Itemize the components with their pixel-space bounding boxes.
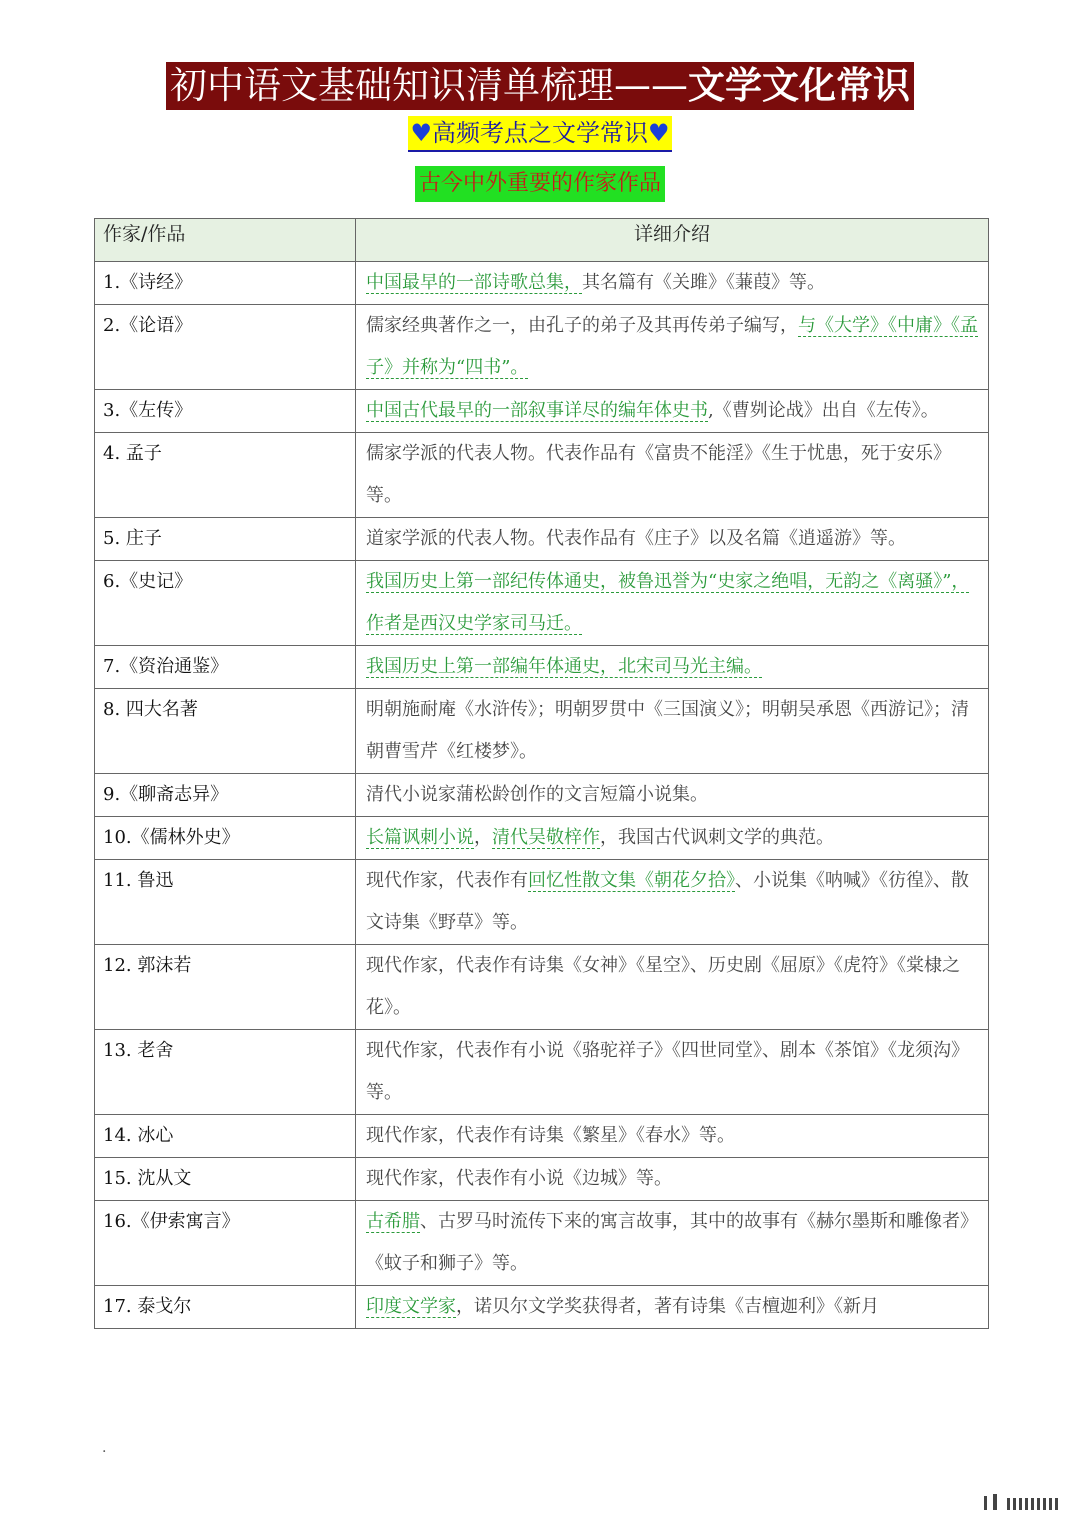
heart-icon: ♥ — [648, 119, 670, 147]
details-cell — [356, 689, 989, 774]
author-work-cell: 14. 冰心 — [95, 1115, 356, 1158]
details-cell — [356, 1201, 989, 1286]
author-work-cell: 11. 鲁迅 — [95, 860, 356, 945]
subtitle — [408, 116, 671, 152]
details-cell — [356, 305, 989, 390]
highlighted-text: 古希腊 — [366, 1211, 420, 1232]
author-work-cell: 6.《史记》 — [95, 561, 356, 646]
page-title — [166, 62, 914, 110]
author-work-cell: 12. 郭沫若 — [95, 945, 356, 1030]
subtitle-text: 高频考点之文学常识 — [432, 119, 648, 147]
detail-text: ，诺贝尔文学奖获得者，著有诗集《吉檀迦利》《新月 — [456, 1296, 879, 1317]
details-cell — [356, 433, 989, 518]
table-row — [95, 1201, 989, 1286]
title-wrap — [0, 62, 1080, 110]
details-cell — [356, 945, 989, 1030]
details-cell — [356, 262, 989, 305]
table-row — [95, 774, 989, 817]
works-table — [94, 218, 989, 1329]
highlighted-text: 中国古代最早的一部叙事详尽的编年体史书 — [366, 400, 708, 421]
heart-icon: ♥ — [410, 119, 432, 147]
highlighted-text: 我国历史上第一部纪传体通史，被鲁迅誉为“史家之绝唱，无韵之《离骚》”，作者是西汉史学家司马迁。 — [366, 571, 970, 634]
detail-text: 明朝施耐庵《水浒传》；明朝罗贯中《三国演义》；明朝吴承恩《西游记》；清朝曹雪芹《红楼梦》。 — [366, 699, 969, 762]
details-cell — [356, 1286, 989, 1329]
author-work-cell: 5. 庄子 — [95, 518, 356, 561]
highlighted-text: 长篇讽刺小说 — [366, 827, 474, 848]
author-work-cell: 15. 沈从文 — [95, 1158, 356, 1201]
detail-text: ，我国古代讽刺文学的典范。 — [600, 827, 834, 848]
table-row — [95, 945, 989, 1030]
detail-text: 现代作家，代表作有 — [366, 870, 528, 891]
author-work-cell: 3.《左传》 — [95, 390, 356, 433]
watermark-bars-icon — [984, 1491, 1058, 1510]
highlighted-text: 清代吴敬梓作 — [492, 827, 600, 848]
table-row — [95, 689, 989, 774]
table-row — [95, 1158, 989, 1201]
author-work-cell: 16.《伊索寓言》 — [95, 1201, 356, 1286]
author-work-cell: 2.《论语》 — [95, 305, 356, 390]
details-cell — [356, 561, 989, 646]
highlighted-text: 我国历史上第一部编年体通史，北宋司马光主编。 — [366, 656, 762, 677]
detail-text: 儒家经典著作之一，由孔子的弟子及其再传弟子编写， — [366, 315, 798, 336]
detail-text: 、古罗马时流传下来的寓言故事，其中的故事有《赫尔墨斯和雕像者》《蚊子和狮子》等。 — [366, 1211, 978, 1274]
highlighted-text: 印度文学家 — [366, 1296, 456, 1317]
detail-text: ， — [474, 827, 492, 848]
details-cell — [356, 390, 989, 433]
author-work-cell: 4. 孟子 — [95, 433, 356, 518]
author-work-cell: 1.《诗经》 — [95, 262, 356, 305]
detail-text: 道家学派的代表人物。代表作品有《庄子》以及名篇《逍遥游》等。 — [366, 528, 906, 549]
highlighted-text: 与《大学》《中庸》《孟子》并称为“四书”。 — [366, 315, 978, 378]
table-row — [95, 1115, 989, 1158]
title-part2: 文学文化常识 — [688, 64, 910, 107]
table-row — [95, 390, 989, 433]
details-cell — [356, 646, 989, 689]
subtitle-wrap — [0, 116, 1080, 152]
header-details: 详细介绍 — [356, 219, 989, 262]
detail-text: 现代作家，代表作有小说《骆驼祥子》《四世同堂》、剧本《茶馆》《龙须沟》等。 — [366, 1040, 969, 1103]
header-author-work: 作家/作品 — [95, 219, 356, 262]
detail-text: 、小说集《呐喊》《彷徨》、散文诗集《野草》等。 — [366, 870, 969, 933]
details-cell — [356, 1030, 989, 1115]
table-row — [95, 433, 989, 518]
highlighted-text: 回忆性散文集《朝花夕拾》 — [528, 870, 735, 891]
detail-text: 清代小说家蒲松龄创作的文言短篇小说集。 — [366, 784, 708, 805]
detail-text: ,《曹刿论战》出自《左传》。 — [708, 400, 939, 421]
details-cell — [356, 817, 989, 860]
author-work-cell: 10.《儒林外史》 — [95, 817, 356, 860]
footer-dot: . — [102, 1440, 107, 1456]
table-header-row — [95, 219, 989, 262]
table-row — [95, 860, 989, 945]
table-row — [95, 305, 989, 390]
author-work-cell: 13. 老舍 — [95, 1030, 356, 1115]
author-work-cell: 17. 泰戈尔 — [95, 1286, 356, 1329]
detail-text: 现代作家，代表作有诗集《繁星》《春水》等。 — [366, 1125, 735, 1146]
details-cell — [356, 774, 989, 817]
author-work-cell: 8. 四大名著 — [95, 689, 356, 774]
detail-text: 现代作家，代表作有诗集《女神》《星空》、历史剧《屈原》《虎符》《棠棣之花》。 — [366, 955, 960, 1018]
table-row — [95, 561, 989, 646]
details-cell — [356, 1115, 989, 1158]
highlighted-text: 中国最早的一部诗歌总集， — [366, 272, 582, 293]
details-cell — [356, 1158, 989, 1201]
table-row — [95, 1286, 989, 1329]
section-wrap — [0, 166, 1080, 202]
table-row — [95, 1030, 989, 1115]
table-body — [95, 262, 989, 1329]
table-row — [95, 262, 989, 305]
table-row — [95, 646, 989, 689]
section-heading: 古今中外重要的作家作品 — [415, 166, 665, 202]
table-row — [95, 817, 989, 860]
author-work-cell: 9.《聊斋志异》 — [95, 774, 356, 817]
detail-text: 其名篇有《关雎》《蒹葭》等。 — [582, 272, 825, 293]
author-work-cell: 7.《资治通鉴》 — [95, 646, 356, 689]
details-cell — [356, 518, 989, 561]
table-row — [95, 518, 989, 561]
details-cell — [356, 860, 989, 945]
detail-text: 现代作家，代表作有小说《边城》等。 — [366, 1168, 672, 1189]
detail-text: 儒家学派的代表人物。代表作品有《富贵不能淫》《生于忧患，死于安乐》等。 — [366, 443, 951, 506]
title-part1: 初中语文基础知识清单梳理—— — [170, 64, 688, 107]
